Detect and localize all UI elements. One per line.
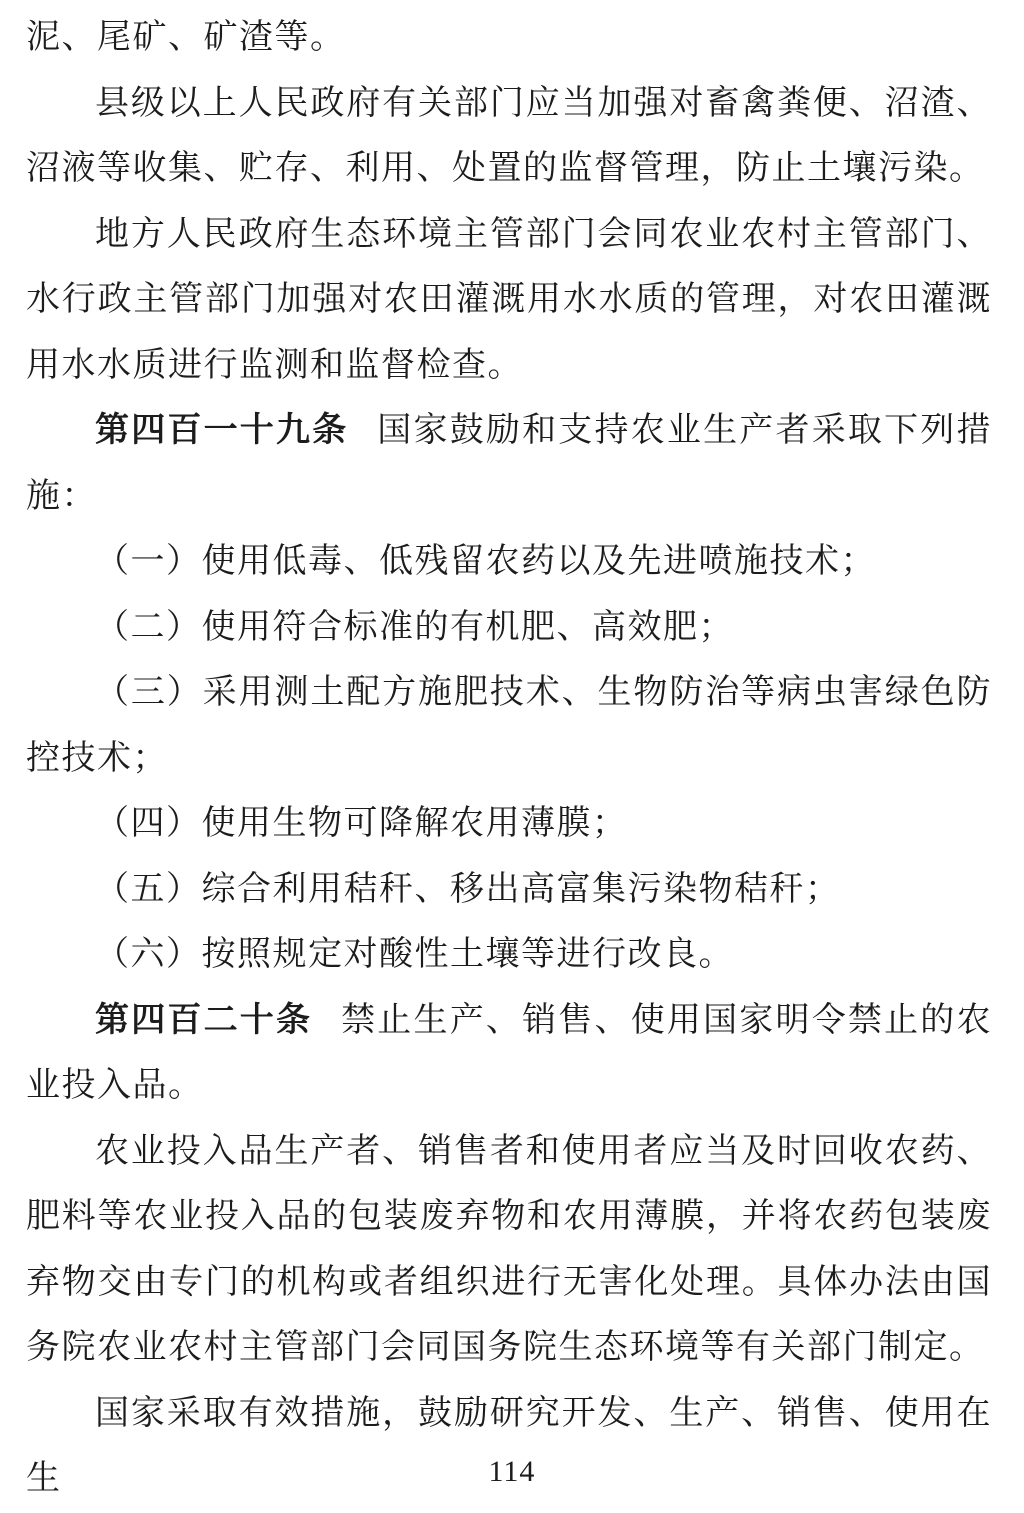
article-419-paragraph	[26, 398, 992, 529]
page-number: 114	[488, 1455, 536, 1488]
paragraph: 地方人民政府生态环境主管部门会同农业农村主管部门、水行政主管部门加强对农田灌溉用水水质的管理，对农田灌溉用水水质进行监测和监督检查。	[26, 215, 992, 384]
list-item: （一）使用低毒、低残留农药以及先进喷施技术；	[95, 543, 876, 580]
article-text: 国家鼓励和支持农业生产者采取下列措施：	[26, 412, 993, 515]
paragraph: 农业投入品生产者、销售者和使用者应当及时回收农药、肥料等农业投入品的包装废弃物和农用薄膜，并将农药包装废弃物交由专门的机构或者组织进行无害化处理。具体办法由国务院农业农村主管部门会同国务院生态环境等有关部门制定。	[26, 1132, 992, 1366]
article-text: 禁止生产、销售、使用国家明令禁止的农业投入品。	[26, 1001, 992, 1104]
list-item: （三）采用测土配方施肥技术、生物防治等病虫害绿色防控技术；	[26, 674, 992, 777]
list-item: （五）综合利用秸秆、移出高富集污染物秸秆；	[95, 870, 841, 908]
article-number: 第四百二十条	[95, 1000, 313, 1039]
paragraph: 泥、尾矿、矿渣等。	[26, 19, 346, 56]
list-item: （四）使用生物可降解农用薄膜；	[95, 805, 628, 842]
paragraph: 国家采取有效措施，鼓励研究开发、生产、销售、使用在生	[26, 1394, 992, 1497]
article-420-paragraph	[26, 988, 992, 1119]
paragraph: 县级以上人民政府有关部门应当加强对畜禽粪便、沼渣、沼液等收集、贮存、利用、处置的监督管理，防止土壤污染。	[26, 84, 992, 187]
list-item: （二）使用符合标准的有机肥、高效肥；	[95, 608, 734, 646]
article-number: 第四百一十九条	[95, 411, 349, 449]
list-item: （六）按照规定对酸性土壤等进行改良。	[95, 936, 734, 973]
